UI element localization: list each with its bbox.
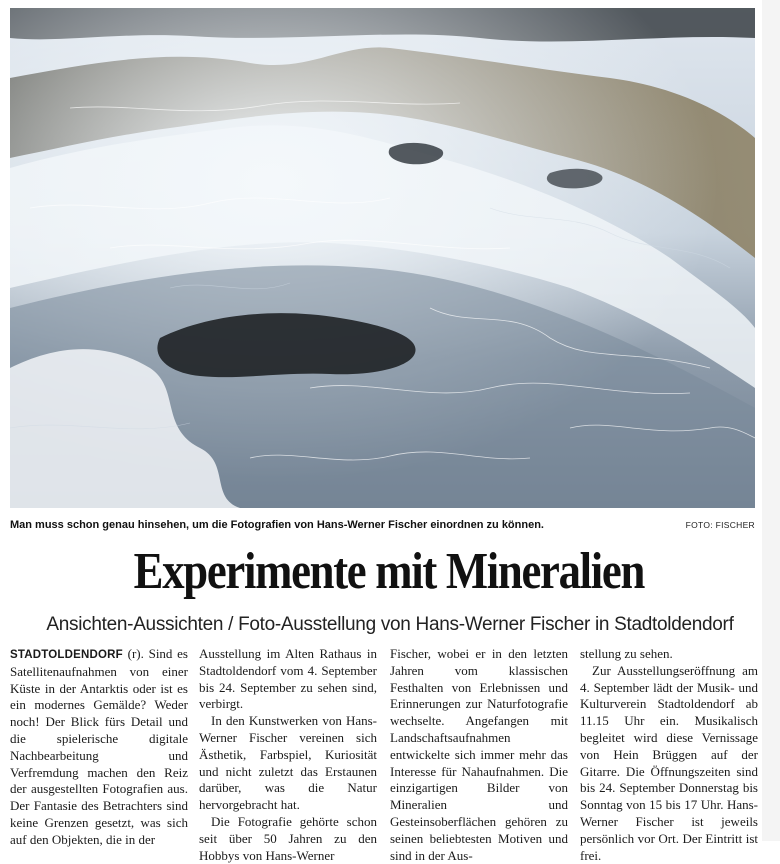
article-subhead: Ansichten-Aussichten / Foto-Ausstellung von Hans-Werner Fischer in Stadtoldendorf xyxy=(46,614,734,635)
photo-credit: FOTO: FISCHER xyxy=(685,520,755,530)
caption-text: Man muss schon genau hinsehen, um die Fotografien von Hans-Werner Fischer einordnen zu können. xyxy=(10,519,544,531)
paragraph: Die Fotografie gehörte schon seit über 50 Jahren zu den Hobbys von Hans-Werner xyxy=(199,813,377,863)
mineral-photo-image xyxy=(10,8,755,508)
article-column-3 xyxy=(390,646,568,864)
article-column-1 xyxy=(10,646,188,849)
dateline: STADTOLDENDORF xyxy=(10,649,123,661)
article-headline: Experimente mit Mineralien xyxy=(133,543,645,600)
paragraph: In den Kunstwerken von Hans-Werner Fischer vereinen sich Ästhetik, Farbspiel, Kuriosität und nicht zuletzt das Erstaunen darüber, was die Natur hervorgebracht hat. xyxy=(199,713,377,813)
article-column-2 xyxy=(199,646,377,864)
article-column-4 xyxy=(580,646,758,864)
paragraph: (r). Sind es Satellitenaufnahmen von einer Küste in der Antarktis oder ist es ein modernes Gemälde? Weder noch! Der Blick fürs Detail und die spielerische digitale Nachbearbeitung und Verfremdung machen den Reiz der ausgestellten Fotografien aus. Der Fantasie des Betrachters sind keine Grenzen gesetzt, was sich auf den Objekten, die in der xyxy=(10,646,188,847)
article-body xyxy=(10,646,758,863)
mineral-photo xyxy=(10,8,755,508)
paragraph: Ausstellung im Alten Rathaus in Stadtoldendorf vom 4. September bis 24. September zu sehen sind, verbirgt. xyxy=(199,646,377,712)
paragraph: Zur Ausstellungseröffnung am 4. September lädt der Musik- und Kulturverein Stadtoldendorf ab 11.15 Uhr ein. Musikalisch begleitet wird diese Vernissage von Hein Brüggen auf der Gitarre. Die Öffnungszeiten sind bis 24. September Donnerstag bis Sonntag von 15 bis 17 Uhr. Hans-Werner Fischer ist jeweils persönlich vor Ort. Der Eintritt ist frei. xyxy=(580,662,758,863)
paragraph: stellung zu sehen. xyxy=(580,646,673,661)
paragraph: Fischer, wobei er in den letzten Jahren vom klassischen Festhalten von Erlebnissen und Erinnerungen zur Naturfotografie wechselte. Angefangen mit Landschaftsaufnahmen entwickelte sich immer mehr das Interesse für Nahaufnahmen. Die einzigartigen Bilder von Mineralien und Gesteinsoberflächen gehören zu seinen beliebtesten Motiven und sind in der Aus- xyxy=(390,646,568,863)
page-edge xyxy=(762,0,780,841)
photo-caption xyxy=(10,519,755,535)
